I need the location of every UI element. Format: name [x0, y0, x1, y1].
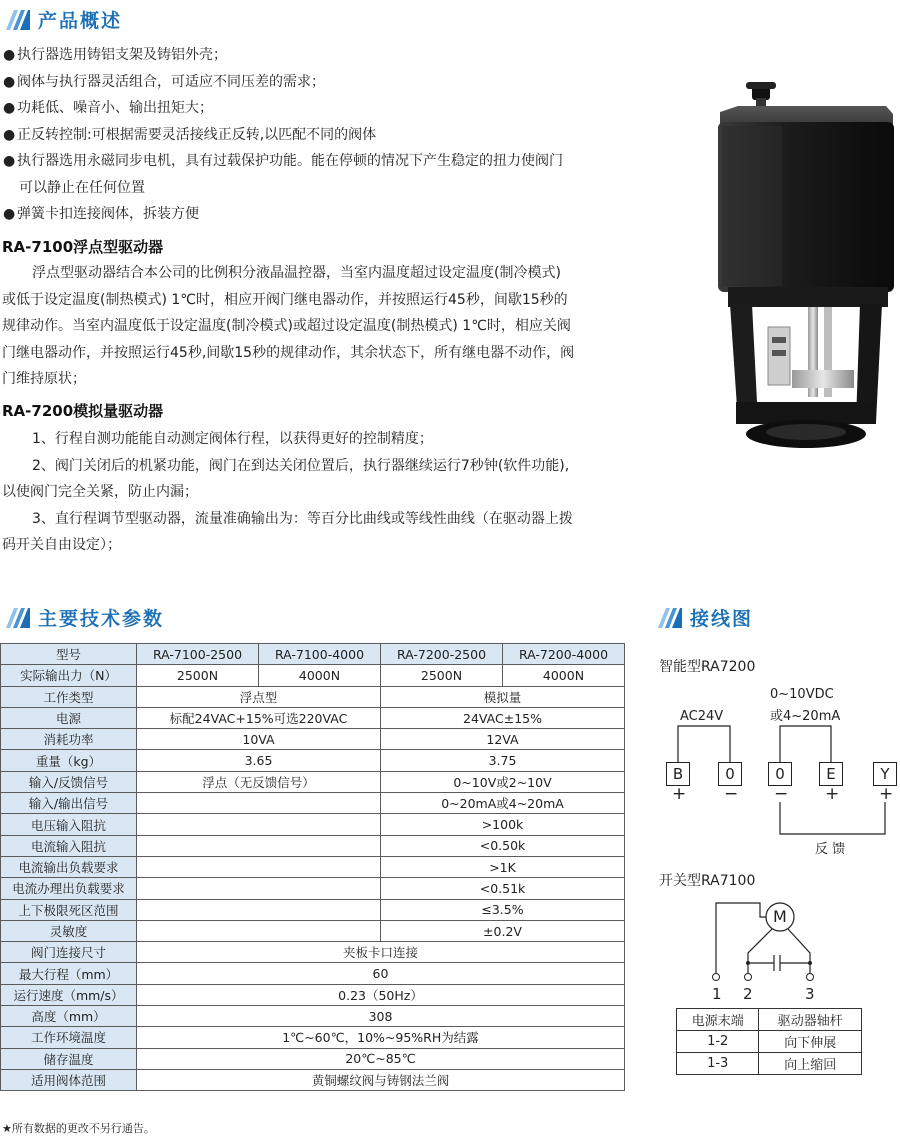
table-cell: 0~10V或2~10V — [381, 771, 625, 792]
table-row — [1, 644, 625, 665]
ra7100-description: 浮点型驱动器结合本公司的比例积分液晶温控器，当室内温度超过设定温度(制冷模式) 或低于设定温度(制热模式) 1℃时，相应开阀门继电器动作，并按照运行45秒，间歇15秒的 规律动作。当室内温度低于设定温度(制冷模式)或超过设定温度(制热模式) 1℃时，相应关阀 门继电器动作，并按照运行45秒,间歇15秒的规律动作，其余状态下，所有继电器不动作，阀 门维持原状； — [2, 265, 575, 387]
table-row — [1, 1027, 625, 1048]
table-cell: ≤3.5% — [381, 899, 625, 920]
polarity-sign: − — [774, 784, 789, 804]
table-cell: 电流输入阻抗 — [1, 835, 137, 856]
table-cell: 向下伸展 — [759, 1031, 862, 1053]
table-cell: 阀门连接尺寸 — [1, 942, 137, 963]
table-row — [677, 1009, 862, 1031]
table-row — [1, 814, 625, 835]
table-row — [1, 899, 625, 920]
section-title-wiring: 接线图 — [690, 608, 754, 630]
bullet-item: ● 阀体与执行器灵活组合，可适应不同压差的需求； — [3, 73, 325, 90]
table-cell: 电流输出负载要求 — [1, 856, 137, 877]
table-cell: 上下极限死区范围 — [1, 899, 137, 920]
polarity-sign: + — [879, 784, 894, 804]
table-cell: 向上缩回 — [759, 1053, 862, 1075]
table-cell: 实际输出力（N） — [1, 665, 137, 686]
table-cell: 24VAC±15% — [381, 707, 625, 728]
table-cell: 运行速度（mm/s） — [1, 984, 137, 1005]
table-cell: 3.75 — [381, 750, 625, 771]
table-row — [1, 1048, 625, 1069]
table-row — [1, 665, 625, 686]
table-cell: 308 — [137, 1006, 625, 1027]
switch-type-label: 开关型RA7100 — [659, 873, 756, 889]
wiring-header — [656, 604, 753, 631]
table-cell: 1-3 — [677, 1053, 759, 1075]
table-cell: 0.23（50Hz） — [137, 984, 625, 1005]
table-cell — [137, 878, 381, 899]
table-cell: 电源末端 — [677, 1009, 759, 1031]
table-cell: 4000N — [503, 665, 625, 686]
table-row — [1, 920, 625, 941]
footnote: ★所有数据的更改不另行通告。 — [2, 1122, 155, 1135]
table-cell — [137, 920, 381, 941]
ra7200-description: 1、行程自测功能能自动测定阀体行程，以获得更好的控制精度； 2、阀门关闭后的机紧功能，阀门在到达关闭位置后，执行器继续运行7秒钟(软件功能), 以使阀门完全关紧，防止内漏； 3、直行程调节型驱动器，流量准确输出为：等百分比曲线或等线性曲线（在驱动器上拨 码开关自由设定）； — [2, 431, 573, 553]
table-cell: RA-7200-2500 — [381, 644, 503, 665]
table-cell — [137, 814, 381, 835]
table-cell: 60 — [137, 963, 625, 984]
overview-bullets — [3, 42, 683, 228]
table-cell: 3.65 — [137, 750, 381, 771]
bullet-item: ● 执行器选用铸铝支架及铸铝外壳； — [3, 47, 227, 63]
feedback-label: 反 馈 — [815, 842, 846, 857]
table-cell: 储存温度 — [1, 1048, 137, 1069]
table-cell — [137, 899, 381, 920]
bullet-item: ● 功耗低、噪音小、输出扭矩大； — [3, 100, 213, 116]
table-row — [1, 942, 625, 963]
pin-label: 2 — [743, 985, 753, 1003]
terminal-e: E — [819, 762, 843, 786]
signal-label-1: 0~10VDC — [770, 687, 834, 702]
pin-label: 1 — [712, 985, 722, 1003]
bullet-item: ● 正反转控制:可根据需要灵活接线正反转,以匹配不同的阀体 — [3, 126, 377, 143]
table-row — [1, 878, 625, 899]
section-icon — [4, 8, 30, 32]
table-row — [1, 729, 625, 750]
overview-header — [4, 6, 122, 33]
table-cell: 1-2 — [677, 1031, 759, 1053]
ra7200-title: RA-7200模拟量驱动器 — [2, 402, 164, 420]
table-cell: 标配24VAC+15%可选220VAC — [137, 707, 381, 728]
table-cell: >100k — [381, 814, 625, 835]
table-cell: 黄铜螺纹阀与铸钢法兰阀 — [137, 1069, 625, 1090]
section-icon — [4, 606, 30, 630]
table-row — [1, 984, 625, 1005]
table-cell: 输入/输出信号 — [1, 793, 137, 814]
table-cell: 适用阀体范围 — [1, 1069, 137, 1090]
table-cell: 电压输入阻抗 — [1, 814, 137, 835]
bullet-continuation: 可以静止在任何位置 — [19, 179, 145, 196]
spec-table — [0, 643, 625, 1091]
table-row — [1, 707, 625, 728]
terminal-b: B — [666, 762, 690, 786]
table-cell: 电源 — [1, 707, 137, 728]
table-cell: 4000N — [259, 665, 381, 686]
table-row — [1, 750, 625, 771]
table-cell: >1K — [381, 856, 625, 877]
table-cell: RA-7100-2500 — [137, 644, 259, 665]
table-cell: 1℃~60℃，10%~95%RH为结露 — [137, 1027, 625, 1048]
section-icon — [656, 606, 682, 630]
table-cell — [137, 835, 381, 856]
table-cell — [137, 793, 381, 814]
table-cell: 输入/反馈信号 — [1, 771, 137, 792]
table-cell: 最大行程（mm） — [1, 963, 137, 984]
table-cell: 0~20mA或4~20mA — [381, 793, 625, 814]
table-cell: 工作环境温度 — [1, 1027, 137, 1048]
table-row — [1, 771, 625, 792]
table-row — [1, 963, 625, 984]
table-cell: 工作类型 — [1, 686, 137, 707]
table-cell: 灵敏度 — [1, 920, 137, 941]
table-cell: 电流办理出负载要求 — [1, 878, 137, 899]
polarity-sign: − — [724, 784, 739, 804]
table-row — [1, 1006, 625, 1027]
polarity-sign: + — [825, 784, 840, 804]
terminal-0: 0 — [768, 762, 792, 786]
table-cell: 模拟量 — [381, 686, 625, 707]
table-row — [677, 1031, 862, 1053]
section-title-params: 主要技术参数 — [38, 608, 165, 630]
motor-label: M — [773, 907, 787, 926]
table-cell: 12VA — [381, 729, 625, 750]
terminal-0: 0 — [718, 762, 742, 786]
polarity-sign: + — [672, 784, 687, 804]
table-cell: 2500N — [137, 665, 259, 686]
pin-label: 3 — [805, 985, 815, 1003]
table-row — [1, 1069, 625, 1090]
table-cell: 消耗功率 — [1, 729, 137, 750]
table-cell: 2500N — [381, 665, 503, 686]
table-cell: 10VA — [137, 729, 381, 750]
table-cell: 型号 — [1, 644, 137, 665]
table-cell: 浮点（无反馈信号） — [137, 771, 381, 792]
table-cell: 浮点型 — [137, 686, 381, 707]
table-cell: 夹板卡口连接 — [137, 942, 625, 963]
bullet-item: ● 执行器选用永磁同步电机，具有过载保护功能。能在停顿的情况下产生稳定的扭力使阀门 — [3, 153, 563, 169]
table-cell: <0.50k — [381, 835, 625, 856]
ra7100-title: RA-7100浮点型驱动器 — [2, 238, 164, 256]
table-cell: RA-7100-4000 — [259, 644, 381, 665]
section-title-overview: 产品概述 — [38, 10, 123, 32]
table-row — [1, 793, 625, 814]
table-cell: ±0.2V — [381, 920, 625, 941]
bullet-item: ● 弹簧卡扣连接阀体，拆装方便 — [3, 206, 199, 222]
smart-type-label: 智能型RA7200 — [659, 659, 756, 675]
table-row — [677, 1053, 862, 1075]
signal-label-2: 或4~20mA — [770, 709, 841, 724]
table-cell: <0.51k — [381, 878, 625, 899]
table-cell: 重量（kg） — [1, 750, 137, 771]
table-cell — [137, 856, 381, 877]
table-row — [1, 856, 625, 877]
terminal-y: Y — [873, 762, 897, 786]
switch-wiring-diagram — [700, 895, 820, 985]
params-header — [4, 604, 164, 631]
switch-table — [676, 1008, 862, 1075]
table-row — [1, 835, 625, 856]
table-cell: 20℃~85℃ — [137, 1048, 625, 1069]
table-cell: 高度（mm） — [1, 1006, 137, 1027]
table-cell: RA-7200-4000 — [503, 644, 625, 665]
table-row — [1, 686, 625, 707]
table-cell: 驱动器轴杆 — [759, 1009, 862, 1031]
actuator-product-image — [708, 82, 898, 452]
ac-label: AC24V — [680, 709, 724, 724]
